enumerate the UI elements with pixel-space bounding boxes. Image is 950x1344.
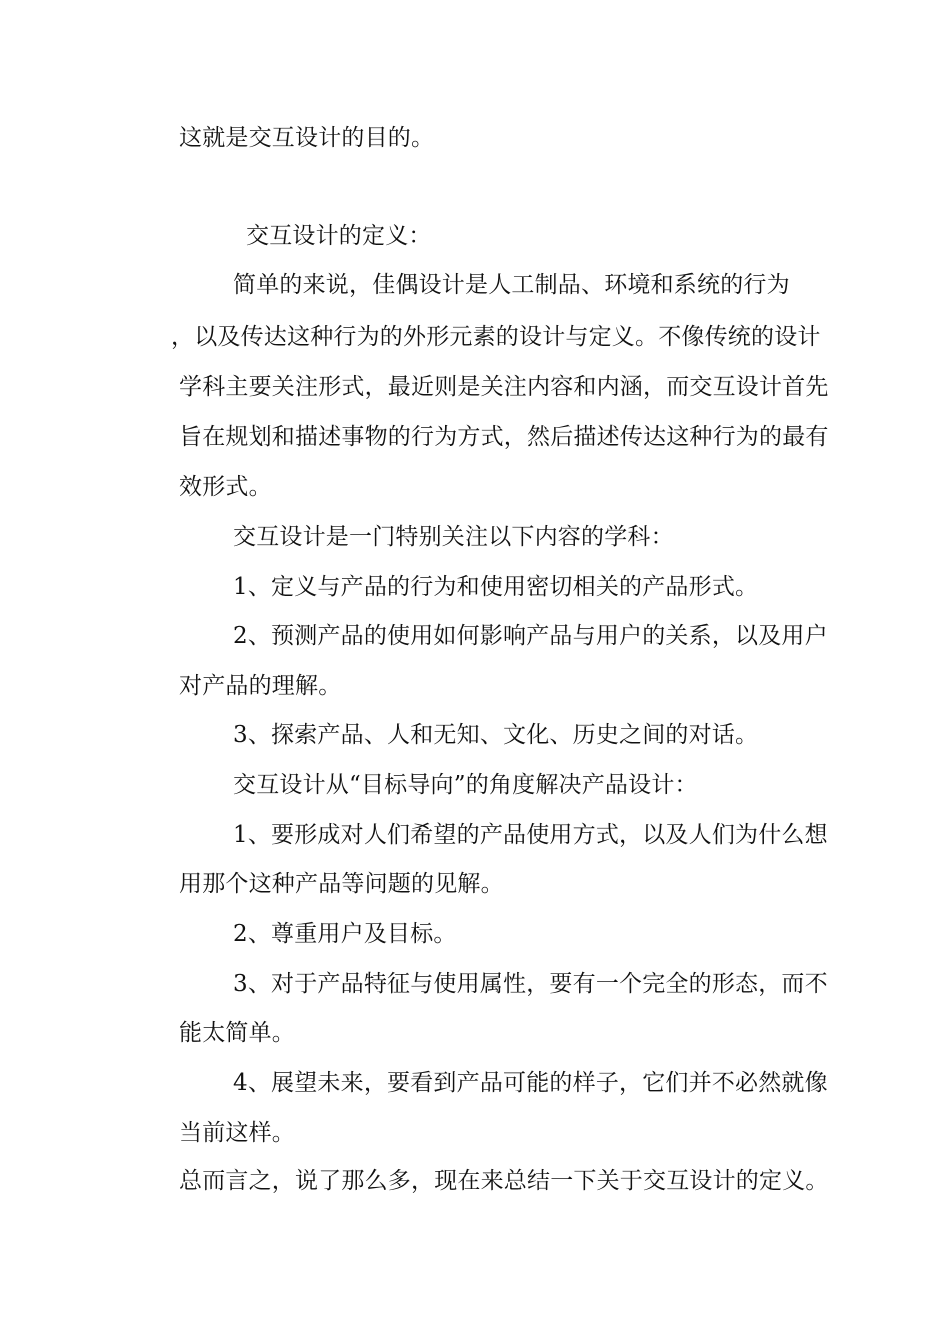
text-line: 交互设计从“目标导向”的角度解决产品设计：: [233, 772, 698, 798]
list-item: 3、探索产品、人和无知、文化、历史之间的对话。: [233, 722, 759, 748]
list-item: 1、定义与产品的行为和使用密切相关的产品形式。: [233, 574, 759, 600]
list-item: 3、对于产品特征与使用属性，要有一个完全的形态，而不: [233, 971, 828, 997]
list-item: 4、展望未来，要看到产品可能的样子，它们并不必然就像: [233, 1070, 828, 1096]
text-line: 对产品的理解。: [179, 673, 342, 699]
list-item: 2、尊重用户及目标。: [233, 921, 457, 947]
text-line: 能太简单。: [179, 1020, 295, 1046]
text-line: ，以及传达这种行为的外形元素的设计与定义。不像传统的设计: [171, 324, 821, 350]
text-line: 交互设计是一门特别关注以下内容的学科：: [233, 524, 674, 550]
text-line: 简单的来说，佳偶设计是人工制品、环境和系统的行为: [233, 272, 790, 298]
text-line: 效形式。: [179, 474, 272, 500]
text-line: 当前这样。: [179, 1120, 295, 1146]
text-line: 用那个这种产品等问题的见解。: [179, 871, 504, 897]
text-line: 学科主要关注形式，最近则是关注内容和内涵，而交互设计首先: [179, 374, 829, 400]
list-item: 2、预测产品的使用如何影响产品与用户的关系，以及用户: [233, 623, 828, 649]
section-heading: 交互设计的定义：: [246, 223, 432, 249]
text-line: 总而言之，说了那么多，现在来总结一下关于交互设计的定义。: [179, 1168, 829, 1194]
text-line: 旨在规划和描述事物的行为方式，然后描述传达这种行为的最有: [179, 424, 829, 450]
list-item: 1、要形成对人们希望的产品使用方式，以及人们为什么想: [233, 822, 828, 848]
text-line: 这就是交互设计的目的。: [179, 125, 435, 151]
